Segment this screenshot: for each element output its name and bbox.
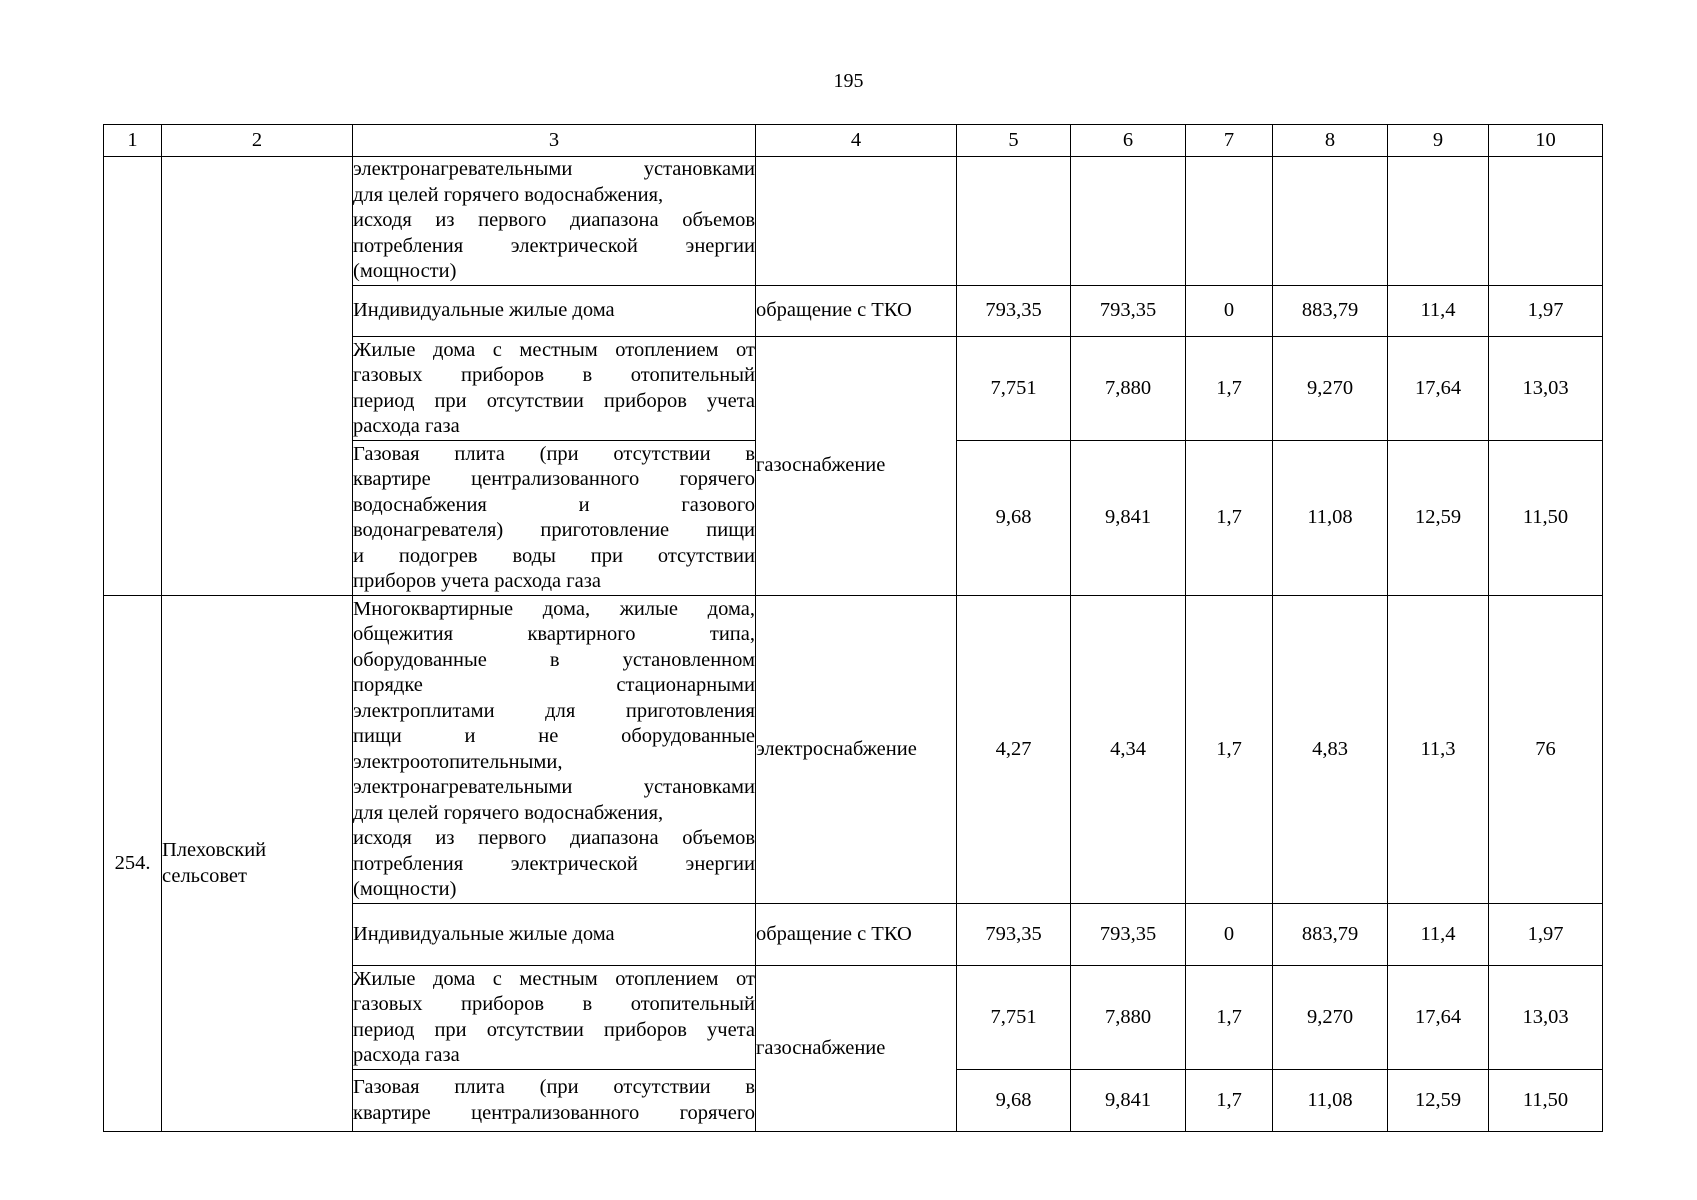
settlement-cell: Плеховский сельсовет [162,596,353,1132]
value-cell: 11,08 [1273,1070,1388,1132]
description-cell: Газовая плита (при отсутствии в квартире централизованного горячего [353,1070,756,1132]
header-cell: 6 [1071,125,1186,157]
header-cell: 7 [1186,125,1273,157]
value-cell: 793,35 [1071,286,1186,337]
description-cell: Жилые дома с местным отоплением от газовых приборов в отопительный период при отсутствии приборов учета расхода газа [353,337,756,441]
description-cell: электронагревательными установками для целей горячего водоснабжения, исходя из первого диапазона объемов потребления электрической энергии (мощности) [353,157,756,286]
value-cell: 11,08 [1273,441,1388,596]
value-cell [1071,157,1186,286]
description-cell: Газовая плита (при отсутствии в квартире централизованного горячего водоснабжения и газового водонагревателя) приготовление пищи и подогрев воды при отсутствии приборов учета расхода газа [353,441,756,596]
value-cell: 13,03 [1489,337,1603,441]
service-cell: обращение с ТКО [756,286,957,337]
value-cell: 9,68 [957,1070,1071,1132]
header-cell: 4 [756,125,957,157]
value-cell: 0 [1186,286,1273,337]
value-cell: 9,270 [1273,337,1388,441]
service-cell: газоснабжение [756,337,957,596]
value-cell [1186,157,1273,286]
header-cell: 5 [957,125,1071,157]
tariff-table [103,124,1603,1132]
value-cell: 9,841 [1071,441,1186,596]
header-row [104,125,1603,157]
index-cell: 254. [104,596,162,1132]
header-cell: 9 [1388,125,1489,157]
table-row [104,157,1603,286]
value-cell: 1,7 [1186,966,1273,1070]
header-cell: 3 [353,125,756,157]
value-cell: 883,79 [1273,286,1388,337]
service-cell: электроснабжение [756,596,957,904]
value-cell: 1,7 [1186,1070,1273,1132]
table-row [104,596,1603,904]
value-cell [1273,157,1388,286]
service-cell [756,157,957,286]
value-cell: 11,4 [1388,904,1489,966]
value-cell [957,157,1071,286]
settlement-cell [162,157,353,596]
value-cell: 0 [1186,904,1273,966]
value-cell: 793,35 [957,904,1071,966]
value-cell: 1,7 [1186,441,1273,596]
value-cell: 4,27 [957,596,1071,904]
value-cell: 12,59 [1388,1070,1489,1132]
value-cell: 11,50 [1489,441,1603,596]
value-cell: 7,880 [1071,337,1186,441]
value-cell: 9,270 [1273,966,1388,1070]
value-cell: 17,64 [1388,337,1489,441]
service-cell: газоснабжение [756,966,957,1132]
value-cell: 9,68 [957,441,1071,596]
value-cell: 7,880 [1071,966,1186,1070]
value-cell: 76 [1489,596,1603,904]
description-cell: Многоквартирные дома, жилые дома, общежития квартирного типа, оборудованные в установленном порядке стационарными электроплитами для приготовления пищи и не оборудованные электроотопительными, электронагревательными установками для целей горячего водоснабжения, исходя из первого диапазона объемов потребления электрической энергии (мощности) [353,596,756,904]
index-cell [104,157,162,596]
value-cell: 13,03 [1489,966,1603,1070]
value-cell: 12,59 [1388,441,1489,596]
description-cell: Жилые дома с местным отоплением от газовых приборов в отопительный период при отсутствии приборов учета расхода газа [353,966,756,1070]
value-cell: 793,35 [1071,904,1186,966]
value-cell: 1,97 [1489,286,1603,337]
value-cell: 11,50 [1489,1070,1603,1132]
value-cell: 7,751 [957,337,1071,441]
value-cell: 11,3 [1388,596,1489,904]
value-cell: 1,97 [1489,904,1603,966]
value-cell: 1,7 [1186,337,1273,441]
value-cell: 7,751 [957,966,1071,1070]
description-cell: Индивидуальные жилые дома [353,904,756,966]
value-cell: 4,34 [1071,596,1186,904]
value-cell [1489,157,1603,286]
header-cell: 2 [162,125,353,157]
value-cell: 4,83 [1273,596,1388,904]
value-cell: 9,841 [1071,1070,1186,1132]
value-cell: 1,7 [1186,596,1273,904]
value-cell: 17,64 [1388,966,1489,1070]
header-cell: 8 [1273,125,1388,157]
header-cell: 1 [104,125,162,157]
description-cell: Индивидуальные жилые дома [353,286,756,337]
value-cell: 883,79 [1273,904,1388,966]
value-cell [1388,157,1489,286]
value-cell: 793,35 [957,286,1071,337]
header-cell: 10 [1489,125,1603,157]
value-cell: 11,4 [1388,286,1489,337]
service-cell: обращение с ТКО [756,904,957,966]
page-number: 195 [833,70,864,92]
